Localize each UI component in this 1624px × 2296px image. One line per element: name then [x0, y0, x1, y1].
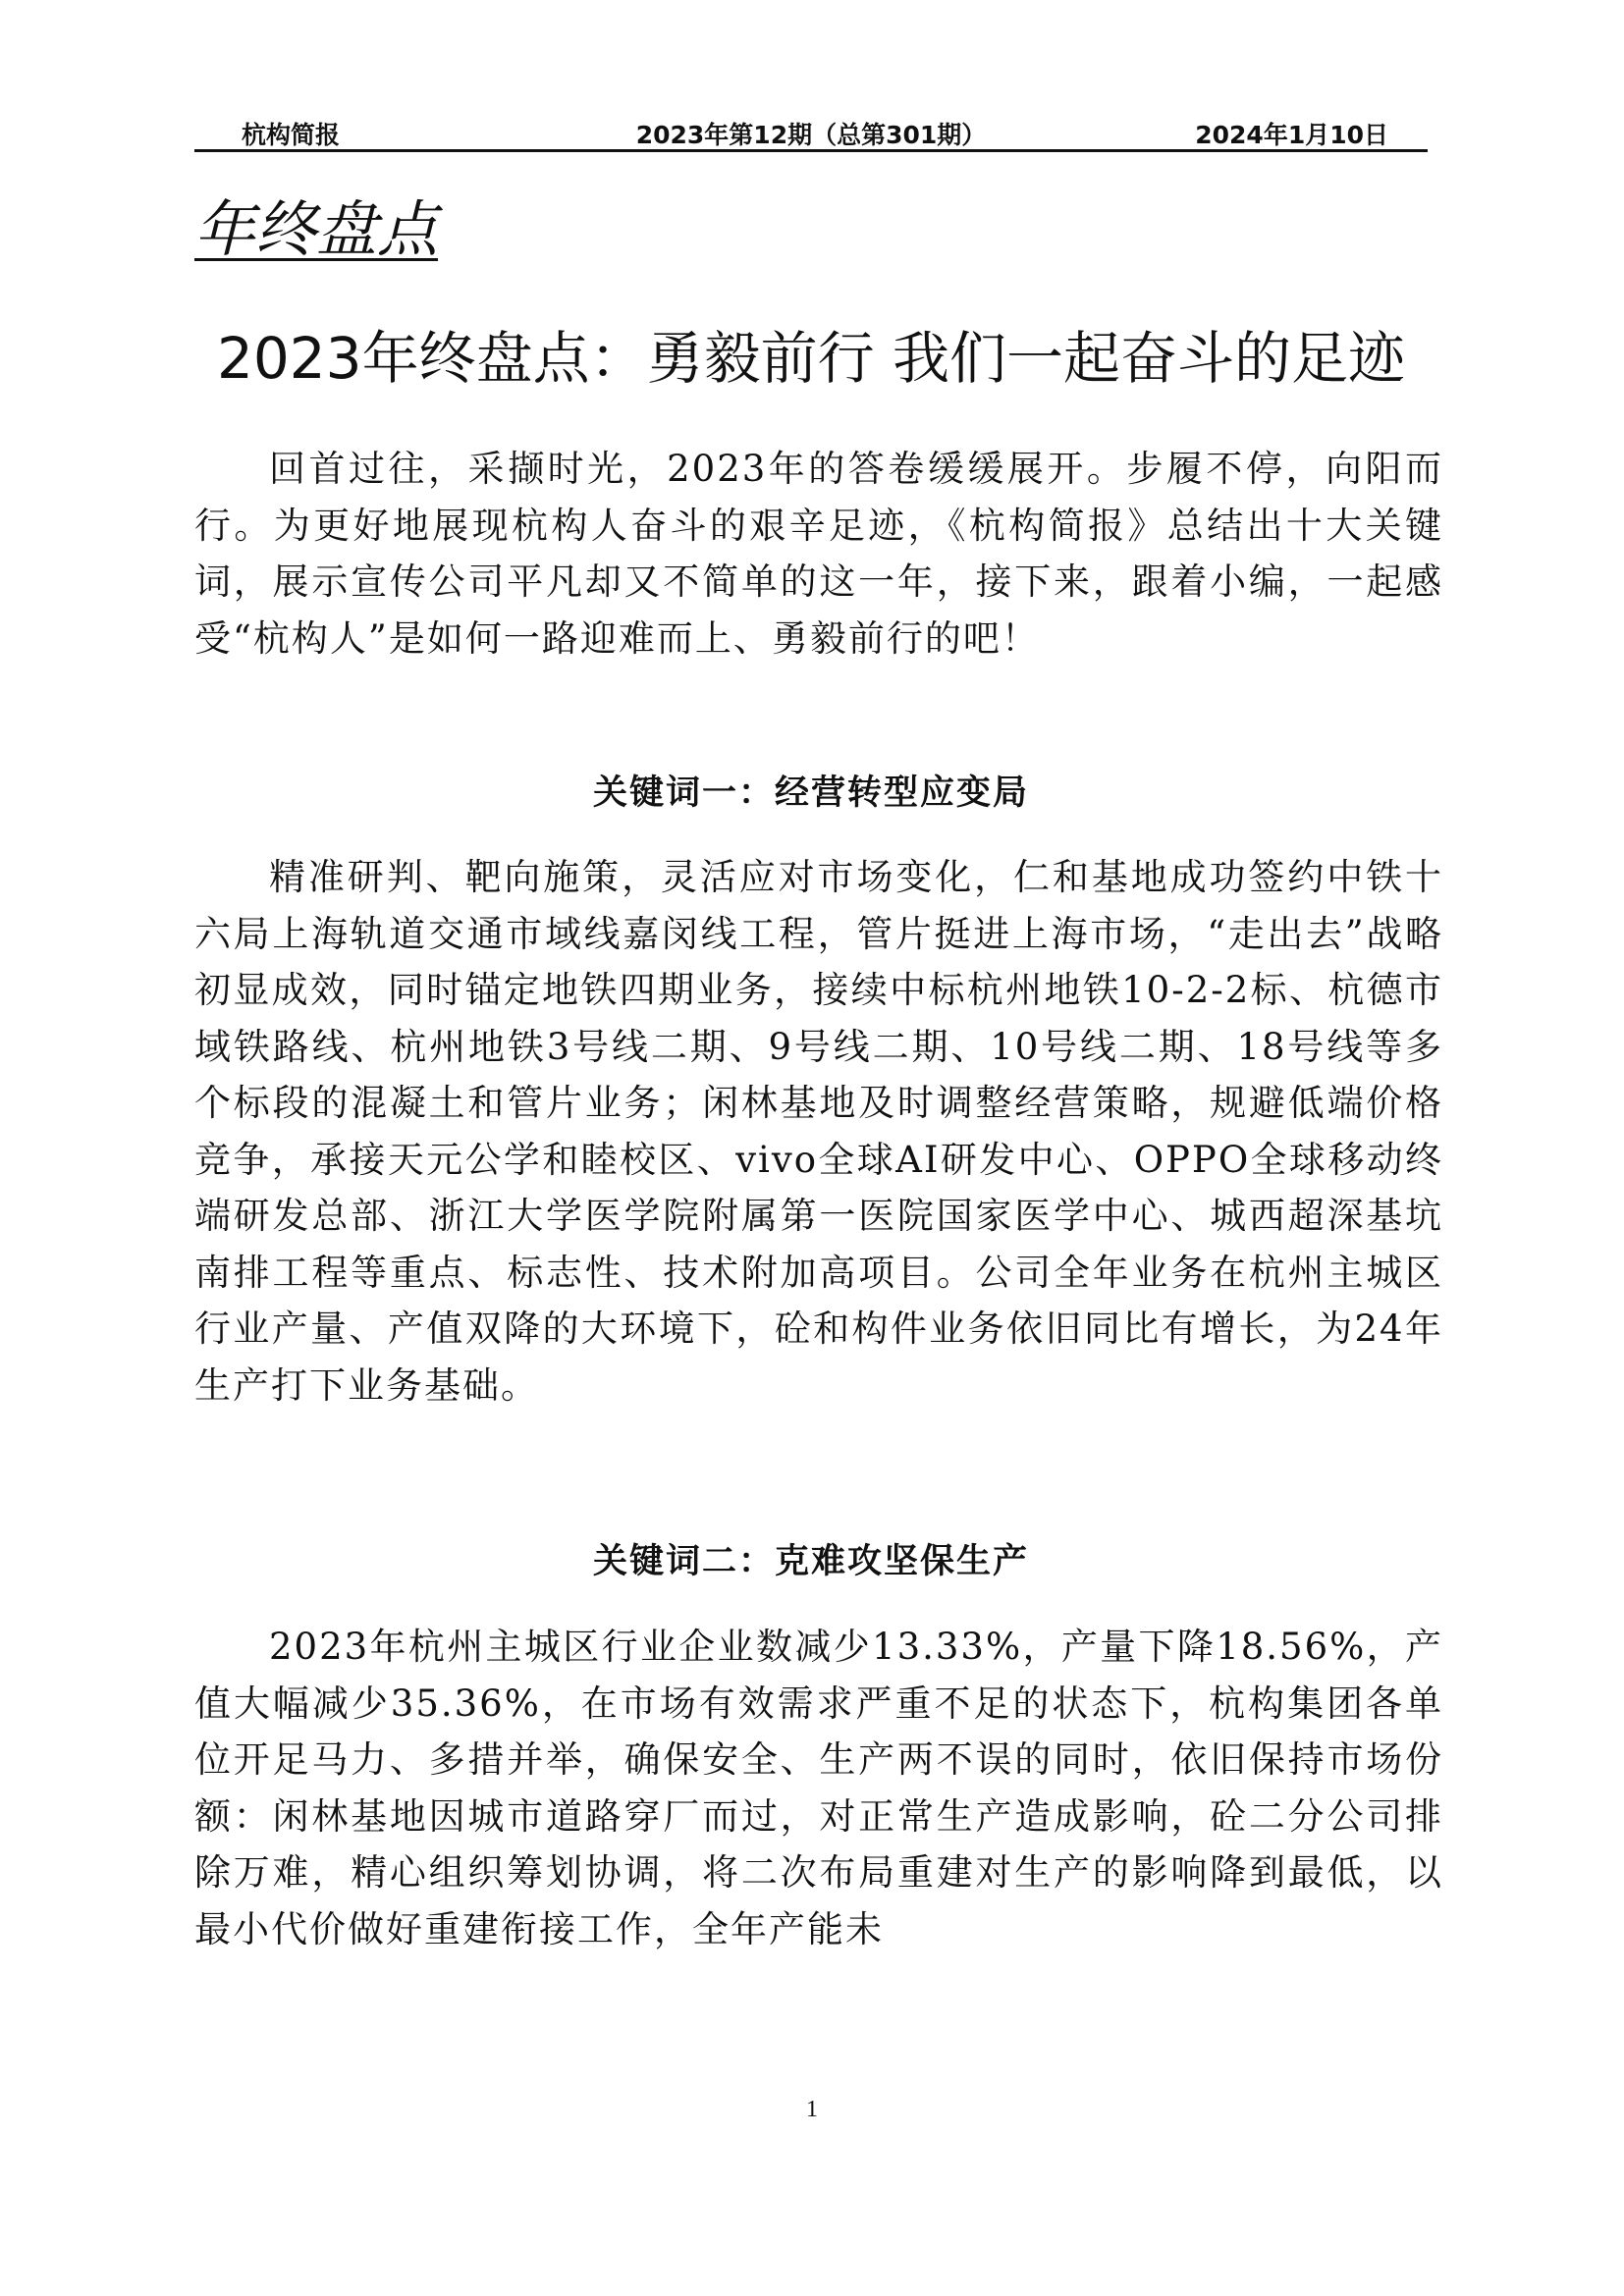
keyword-heading-2: 关键词二：克难攻坚保生产	[592, 1542, 1029, 1581]
issue-number: 2023年第12期（总第301期）	[635, 121, 987, 149]
header-divider	[194, 149, 1428, 152]
section-tag: 年终盘点	[194, 193, 439, 265]
intro-paragraph: 回首过往，采撷时光，2023年的答卷缓缓展开。步履不停，向阳而行。为更好地展现杭构人奋斗的艰辛足迹，《杭构简报》总结出十大关键词，展示宣传公司平凡却又不简单的这一年，接下来，跟着小编，一起感受“杭构人”是如何一路迎难而上、勇毅前行的吧！	[194, 448, 1443, 660]
keyword-heading-1: 关键词一：经营转型应变局	[592, 774, 1029, 813]
keyword-paragraph-1: 精准研判、靶向施策，灵活应对市场变化，仁和基地成功签约中铁十六局上海轨道交通市域线嘉闵线工程，管片挺进上海市场，“走出去”战略初显成效，同时锚定地铁四期业务，接续中标杭州地铁10-2-2标、杭德市域铁路线、杭州地铁3号线二期、9号线二期、10号线二期、18号线等多个标段的混凝土和管片业务；闲林基地及时调整经营策略，规避低端价格竞争，承接天元公学和睦校区、vivo全球AI研发中心、OPPO全球移动终端研发总部、浙江大学医学院附属第一医院国家医学中心、城西超深基坑南排工程等重点、标志性、技术附加高项目。公司全年业务在杭州主城区行业产量、产值双降的大环境下，砼和构件业务依旧同比有增长，为24年生产打下业务基础。	[194, 856, 1443, 1407]
publication-name: 杭构简报	[242, 121, 341, 149]
publication-date: 2024年1月10日	[1195, 121, 1388, 149]
article-title: 2023年终盘点：勇毅前行 我们一起奋斗的足迹	[216, 325, 1406, 392]
page-header	[194, 110, 1428, 149]
page-number: 1	[806, 2097, 818, 2122]
keyword-paragraph-2: 2023年杭州主城区行业企业数减少13.33%，产量下降18.56%，产值大幅减少35.36%，在市场有效需求严重不足的状态下，杭构集团各单位开足马力、多措并举，确保安全、生产两不误的同时，依旧保持市场份额：闲林基地因城市道路穿厂而过，对正常生产造成影响，砼二分公司排除万难，精心组织筹划协调，将二次布局重建对生产的影响降到最低，以最小代价做好重建衔接工作，全年产能未	[194, 1626, 1443, 1950]
